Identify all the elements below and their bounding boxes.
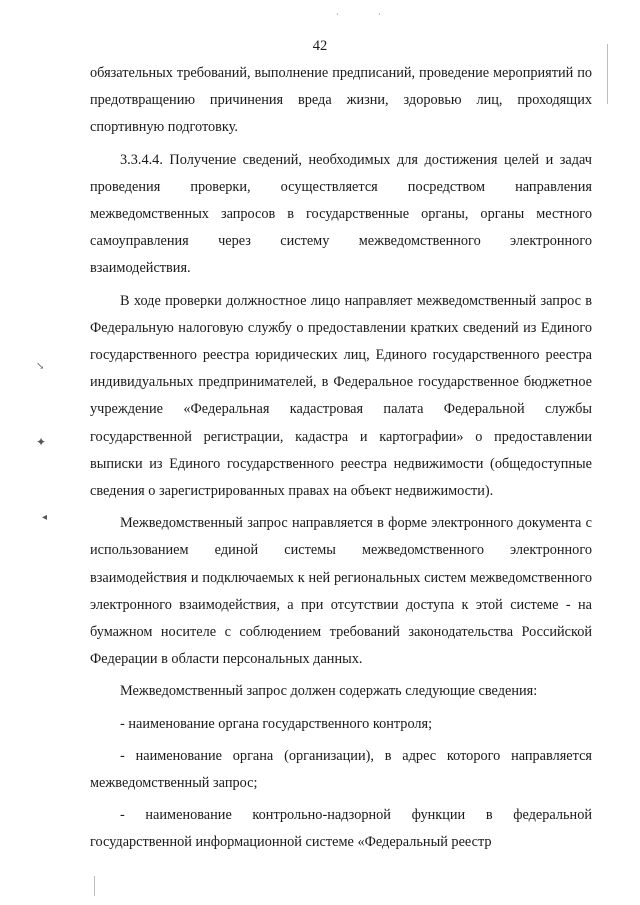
scan-mark: ◂ xyxy=(42,512,48,523)
scan-mark: ✦ xyxy=(36,435,47,449)
paragraph-request-contents: Межведомственный запрос должен содержать следующие сведения: xyxy=(120,683,538,700)
paragraph-continuation: обязательных требований, выполнение предписаний, проведение мероприятий по предотвращению причинения вреда жизни, здоровью лиц, проходящих спортивную подготовку. xyxy=(90,65,592,136)
paragraph-inspection-request: В ходе проверки должностное лицо направляет межведомственный запрос в Федеральную налоговую службу о предоставлении кратких сведений из Единого государственного реестра юридических лиц, Единого государственного реестра индивидуальных предпринимателей, в Федеральное государственное бюджетное учреждение «Федеральная кадастровая палата Федеральной службы государственной регистрации, кадастра и картографии» о предоставлении выписки из Единого государственного реестра недвижимости (общедоступные сведения о зарегистрированных правах на объект недвижимости). xyxy=(90,292,592,500)
scan-edge-line xyxy=(607,44,608,104)
paragraph-request-form: Межведомственный запрос направляется в форме электронного документа с использованием единой системы межведомственного электронного взаимодействия и подключаемых к ней региональных систем межведомственного электронного взаимодействия, а при отсутствии доступа к этой системе - на бумажном носителе с соблюдением требований законодательства Российской Федерации в области персональных данных. xyxy=(90,515,592,668)
document-body xyxy=(90,60,592,857)
scan-edge-line xyxy=(94,876,95,896)
list-item-recipient-body: - наименование органа (организации), в адрес которого направляется межведомственный запрос; xyxy=(90,747,592,792)
list-item-control-body: - наименование органа государственного контроля; xyxy=(120,715,433,732)
scan-mark: · xyxy=(378,10,381,19)
scan-mark: · xyxy=(336,10,339,19)
paragraph-section-3-3-4-4: 3.3.4.4. Получение сведений, необходимых для достижения целей и задач проведения проверки, осуществляется посредством направления межведомственных запросов в государственные органы, органы местного самоуправления через систему межведомственного электронного взаимодействия. xyxy=(90,151,592,277)
page-number: 42 xyxy=(312,38,328,54)
scan-mark: ↘ xyxy=(36,361,45,372)
list-item-supervisory-function: - наименование контрольно-надзорной функции в федеральной государственной информационной системе «Федеральный реестр xyxy=(90,807,592,851)
